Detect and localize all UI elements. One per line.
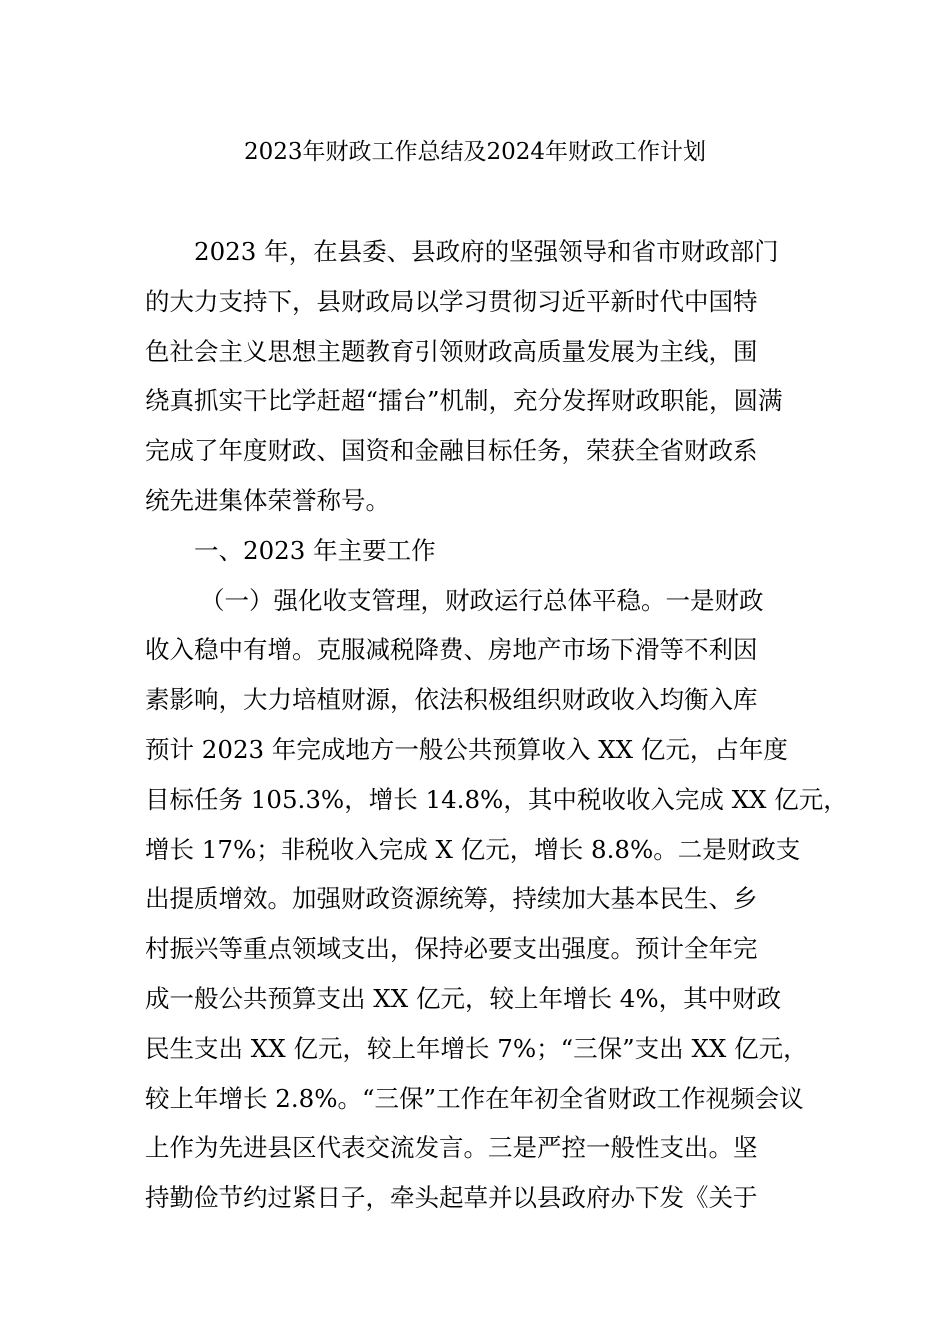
paragraph-line: 预计 2023 年完成地方一般公共预算收入 XX 亿元，占年度 — [145, 734, 788, 764]
paragraph-line: 民生支出 XX 亿元，较上年增长 7%；“三保”支出 XX 亿元， — [145, 1033, 808, 1063]
paragraph-line: 完成了年度财政、国资和金融目标任务，荣获全省财政系 — [145, 436, 758, 466]
paragraph-line: 持勤俭节约过紧日子，牵头起草并以县政府办下发《关于 — [145, 1183, 758, 1213]
paragraph-line: 村振兴等重点领域支出，保持必要支出强度。预计全年完 — [145, 934, 758, 964]
paragraph-line: 绕真抓实干比学赶超“擂台”机制，充分发挥财政职能，圆满 — [145, 386, 783, 416]
paragraph-line: 较上年增长 2.8%。“三保”工作在年初全省财政工作视频会议 — [145, 1083, 804, 1113]
subsection-heading-line: （一）强化收支管理，财政运行总体平稳。一是财政 — [200, 585, 764, 615]
paragraph-line: 增长 17%；非税收入完成 X 亿元，增长 8.8%。二是财政支 — [145, 834, 801, 864]
paragraph-line: 成一般公共预算支出 XX 亿元，较上年增长 4%，其中财政 — [145, 983, 782, 1013]
paragraph-line: 出提质增效。加强财政资源统筹，持续加大基本民生、乡 — [145, 884, 758, 914]
paragraph-line: 收入稳中有增。克服减税降费、房地产市场下滑等不利因 — [145, 635, 758, 665]
paragraph-line: 色社会主义思想主题教育引领财政高质量发展为主线，围 — [145, 336, 758, 366]
document-body — [145, 227, 848, 1223]
paragraph-line: 上作为先进县区代表交流发言。三是严控一般性支出。坚 — [145, 1133, 758, 1163]
paragraph-line: 统先进集体荣誉称号。 — [145, 485, 390, 515]
section-heading: 一、2023 年主要工作 — [194, 535, 436, 565]
paragraph-line: 的大力支持下，县财政局以学习贯彻习近平新时代中国特 — [145, 286, 758, 316]
paragraph-line: 素影响，大力培植财源，依法积极组织财政收入均衡入库 — [145, 685, 758, 715]
document-title: 2023年财政工作总结及2024年财政工作计划 — [243, 139, 707, 165]
paragraph-line: 目标任务 105.3%，增长 14.8%，其中税收收入完成 XX 亿元， — [145, 784, 848, 814]
paragraph-line: 2023 年，在县委、县政府的坚强领导和省市财政部门 — [194, 237, 779, 266]
